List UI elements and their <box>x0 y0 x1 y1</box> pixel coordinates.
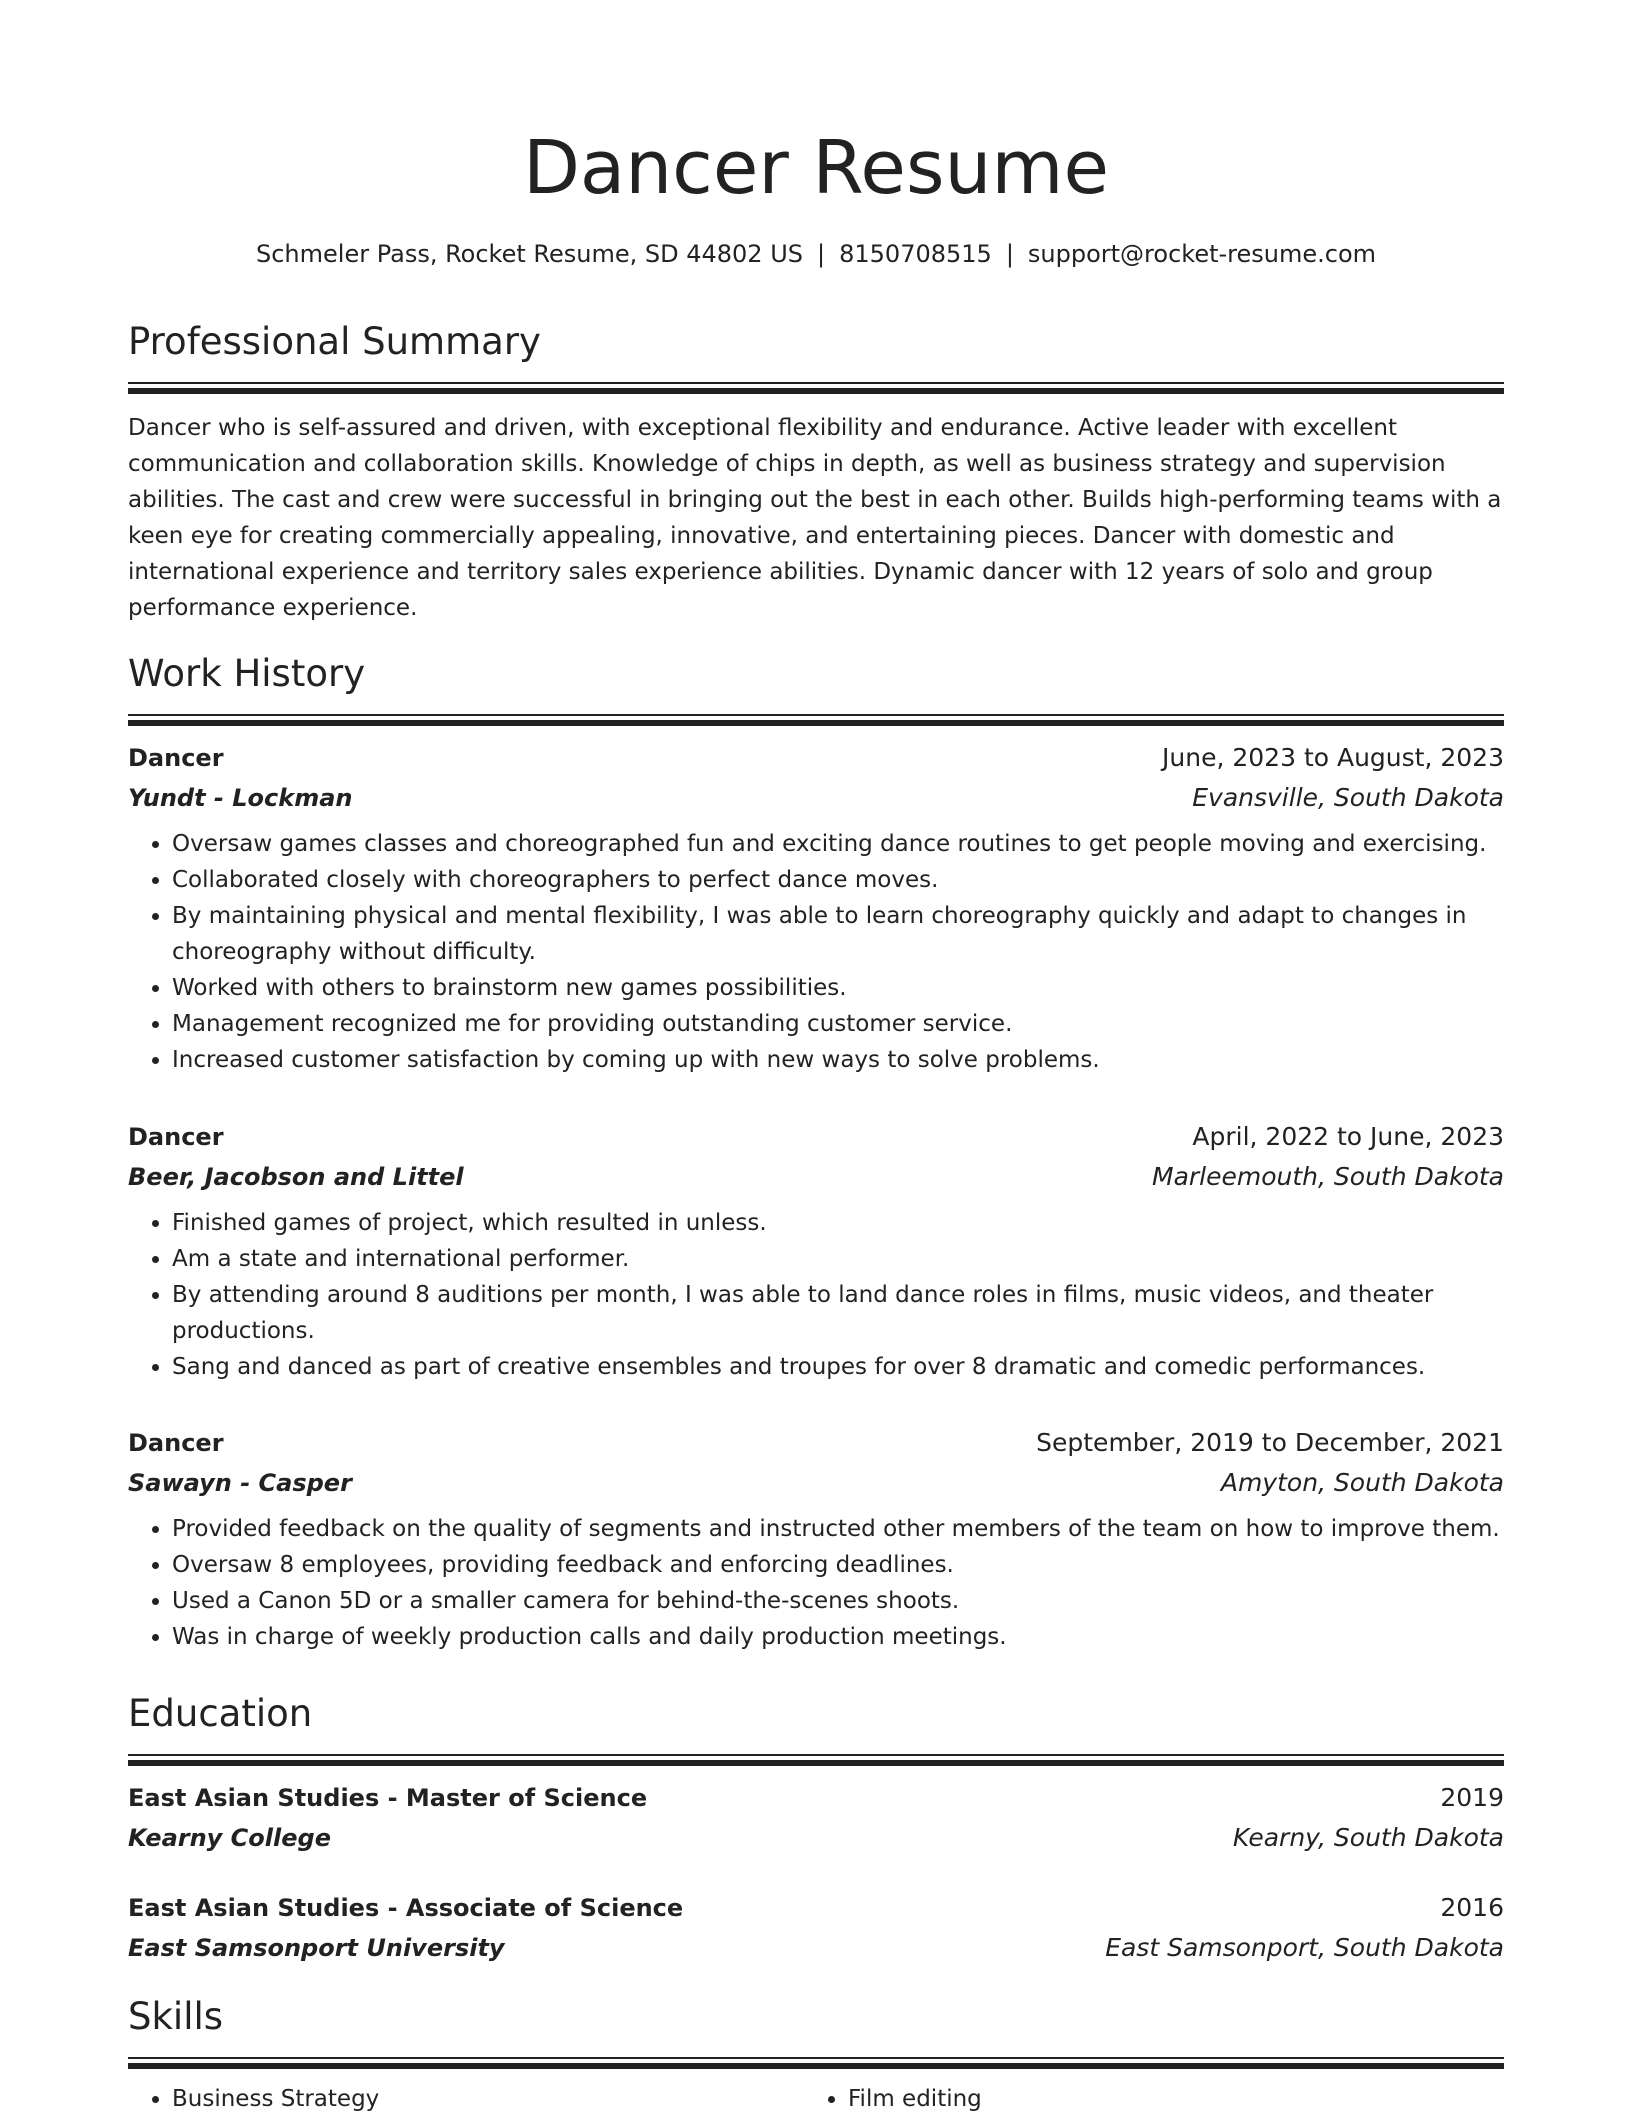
job-title: Dancer <box>128 1429 224 1457</box>
education-entry <box>128 1888 1504 1968</box>
section-divider <box>128 2057 1504 2069</box>
job-header-row <box>128 1423 1504 1463</box>
list-item: • Was in charge of weekly production calls and daily production meetings. <box>172 1619 1504 1655</box>
list-item: • Provided feedback on the quality of segments and instructed other members of the team on how to improve them. <box>172 1511 1504 1547</box>
job-bullets <box>128 1205 1504 1385</box>
job-entry <box>128 1117 1504 1385</box>
education-degree: East Asian Studies - Master of Science <box>128 1784 648 1812</box>
education-school: East Samsonport University <box>128 1934 505 1962</box>
job-dates: April, 2022 to June, 2023 <box>1192 1122 1504 1151</box>
list-item: • Collaborated closely with choreographers to perfect dance moves. <box>172 862 1504 898</box>
list-item: • Management recognized me for providing outstanding customer service. <box>172 1006 1504 1042</box>
section-divider <box>128 714 1504 726</box>
education-location: Kearny, South Dakota <box>1232 1823 1504 1852</box>
contact-address: Schmeler Pass, Rocket Resume, SD 44802 US <box>256 240 804 268</box>
job-location: Marleemouth, South Dakota <box>1152 1162 1504 1191</box>
job-company: Yundt - Lockman <box>128 784 353 812</box>
summary-text: Dancer who is self-assured and driven, with exceptional flexibility and endurance. Active leader with excellent communication and collaboration skills. Knowledge of chips in depth, as well as business strategy and supervision abilities. The cast and crew were successful in bringing out the best in each other. Builds high-performing teams with a keen eye for creating commercially appealing, innovative, and entertaining pieces. Dancer with domestic and international experience and territory sales experience abilities. Dynamic dancer with 12 years of solo and group performance experience. <box>128 415 1502 621</box>
resume-page <box>128 0 1504 2112</box>
skills-heading: Skills <box>128 1995 224 2038</box>
job-company-row <box>128 1463 1504 1503</box>
education-section <box>128 1690 1504 1766</box>
education-heading: Education <box>128 1692 313 1735</box>
education-year: 2016 <box>1440 1893 1504 1922</box>
summary-heading: Professional Summary <box>128 320 541 363</box>
job-title: Dancer <box>128 1123 224 1151</box>
list-item: • Sang and danced as part of creative ensembles and troupes for over 8 dramatic and comedic performances. <box>172 1349 1504 1385</box>
contact-separator: | <box>817 240 826 268</box>
education-school-row <box>128 1818 1504 1858</box>
job-company-row <box>128 1157 1504 1197</box>
education-year: 2019 <box>1440 1783 1504 1812</box>
contact-phone: 8150708515 <box>839 240 992 268</box>
job-header-row <box>128 1117 1504 1157</box>
skill-item: • Film editing <box>848 2081 1480 2117</box>
job-company: Beer, Jacobson and Littel <box>128 1163 464 1191</box>
job-bullets <box>128 826 1504 1078</box>
job-title: Dancer <box>128 744 224 772</box>
education-location: East Samsonport, South Dakota <box>1105 1933 1504 1962</box>
job-company: Sawayn - Casper <box>128 1469 352 1497</box>
contact-separator: | <box>1005 240 1014 268</box>
education-entry <box>128 1778 1504 1858</box>
skill-item: • Business Strategy <box>172 2081 804 2117</box>
job-header-row <box>128 738 1504 778</box>
education-degree: East Asian Studies - Associate of Science <box>128 1894 684 1922</box>
list-item: • Am a state and international performer. <box>172 1241 1504 1277</box>
job-dates: September, 2019 to December, 2021 <box>1036 1428 1504 1457</box>
list-item: • Oversaw 8 employees, providing feedback and enforcing deadlines. <box>172 1547 1504 1583</box>
list-item: • Finished games of project, which resulted in unless. <box>172 1205 1504 1241</box>
education-header-row <box>128 1888 1504 1928</box>
work-history-section <box>128 650 1504 726</box>
job-entry <box>128 738 1504 1078</box>
list-item: • Oversaw games classes and choreographed fun and exciting dance routines to get people moving and exercising. <box>172 826 1504 862</box>
job-location: Amyton, South Dakota <box>1220 1468 1504 1497</box>
job-dates: June, 2023 to August, 2023 <box>1162 743 1504 772</box>
summary-section <box>128 318 1504 626</box>
job-location: Evansville, South Dakota <box>1192 783 1504 812</box>
work-history-heading: Work History <box>128 652 366 695</box>
job-bullets <box>128 1511 1504 1655</box>
contact-email: support@rocket-resume.com <box>1027 240 1376 268</box>
list-item: • By maintaining physical and mental flexibility, I was able to learn choreography quickly and adapt to changes in choreography without difficulty. <box>172 898 1504 970</box>
education-header-row <box>128 1778 1504 1818</box>
page-title: Dancer Resume <box>522 125 1110 211</box>
section-divider <box>128 382 1504 394</box>
education-school: Kearny College <box>128 1824 331 1852</box>
list-item: • Worked with others to brainstorm new games possibilities. <box>172 970 1504 1006</box>
education-school-row <box>128 1928 1504 1968</box>
job-company-row <box>128 778 1504 818</box>
list-item: • Increased customer satisfaction by coming up with new ways to solve problems. <box>172 1042 1504 1078</box>
list-item: • By attending around 8 auditions per month, I was able to land dance roles in films, music videos, and theater productions. <box>172 1277 1504 1349</box>
contact-line <box>128 238 1504 270</box>
list-item: • Used a Canon 5D or a smaller camera for behind-the-scenes shoots. <box>172 1583 1504 1619</box>
section-divider <box>128 1754 1504 1766</box>
job-entry <box>128 1423 1504 1655</box>
skills-section <box>128 1993 1504 2117</box>
